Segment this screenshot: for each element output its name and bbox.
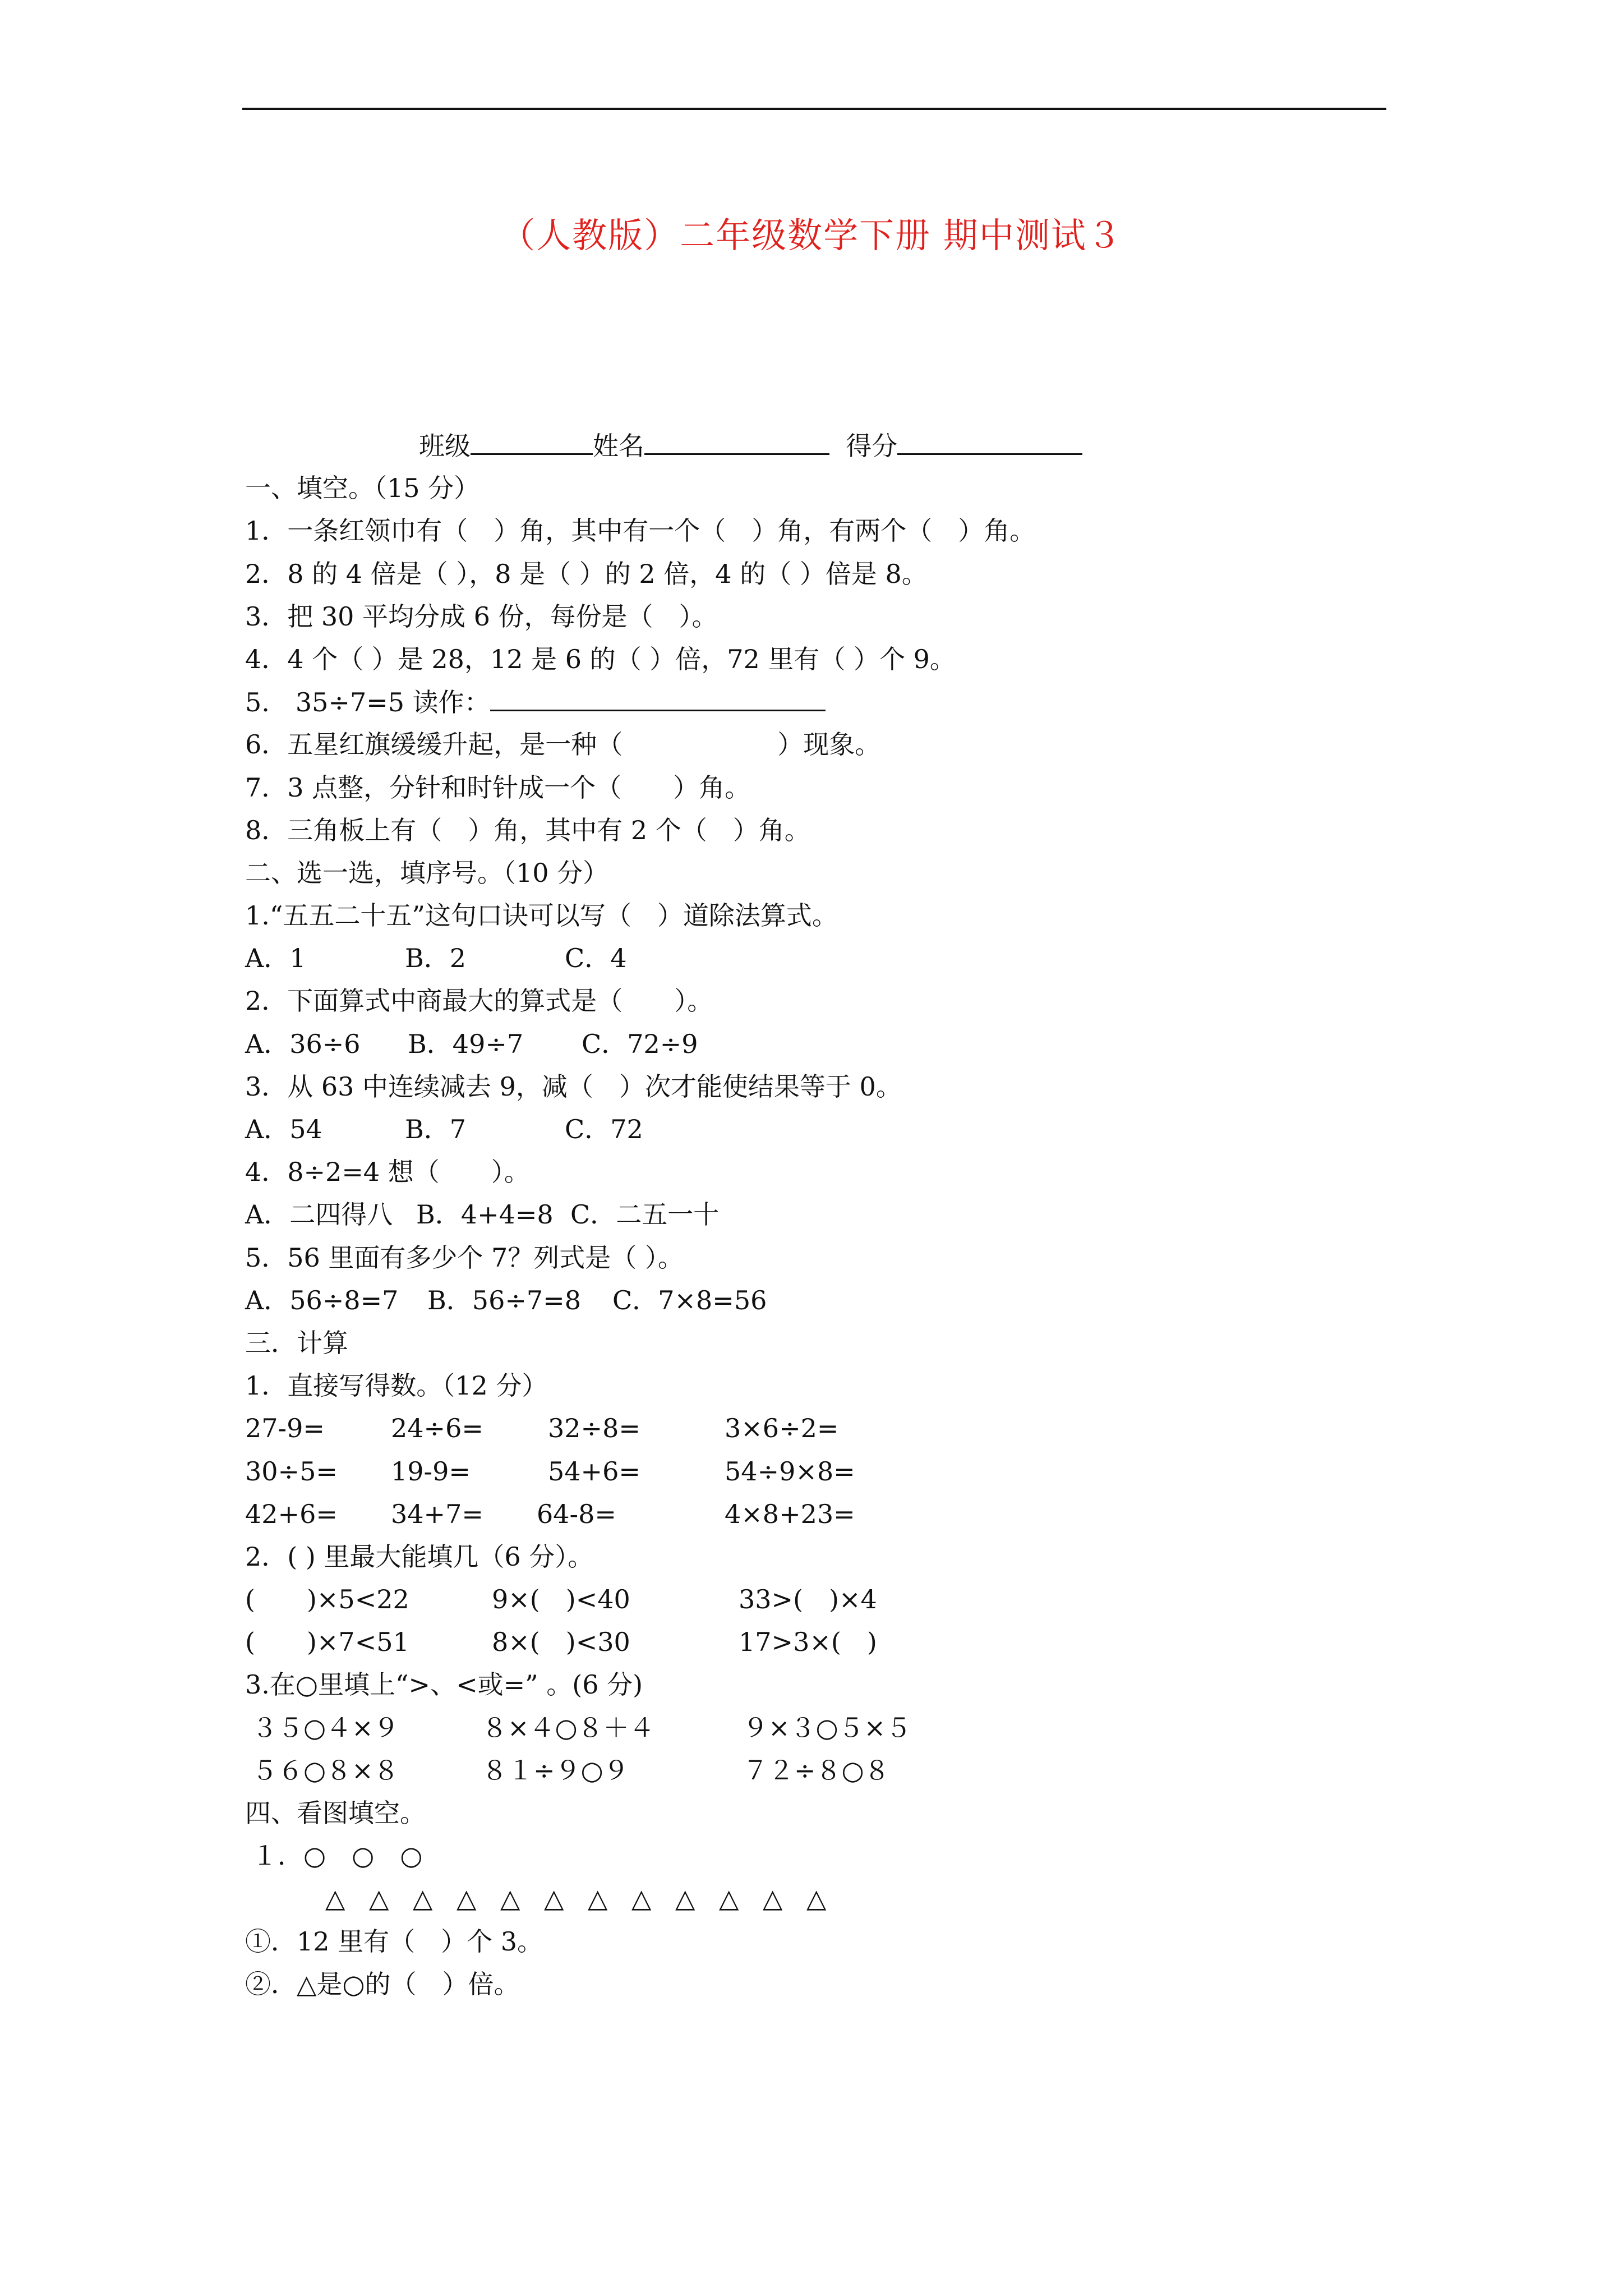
option-a: A．54 — [245, 1114, 322, 1144]
s2-q3-options — [245, 1108, 1423, 1151]
option-b: B．4+4=8 — [416, 1199, 554, 1230]
fill-item: ( )×5<22 — [245, 1584, 409, 1615]
s2-q2: 2．下面算式中商最大的算式是（ ）。 — [245, 986, 713, 1016]
class-blank — [471, 424, 593, 455]
calc-item: 34+7= — [391, 1498, 483, 1529]
s1-q3: 3．把 30 平均分成 6 份，每份是（ ）。 — [245, 601, 718, 632]
name-label: 姓名 — [593, 431, 644, 461]
fill-item: ( )×7<51 — [245, 1627, 409, 1658]
top-rule — [242, 108, 1386, 110]
section4-heading: 四、看图填空。 — [245, 1798, 426, 1828]
s1-q2: 2．8 的 4 倍是（ ），8 是（ ）的 2 倍，4 的（ ）倍是 8。 — [245, 558, 928, 589]
calc-row — [245, 1493, 1423, 1535]
option-b: B．2 — [405, 943, 467, 974]
s1-q5-blank — [490, 680, 826, 711]
s4-q2: ②．△是○的（ ）倍。 — [245, 1968, 520, 1999]
s1-q7: 7．3 点整，分针和时针成一个（ ）角。 — [245, 772, 751, 803]
calc-row — [245, 1450, 1423, 1493]
section1-heading: 一、填空。（15 分） — [245, 473, 480, 504]
s2-q1-options — [245, 937, 1423, 979]
option-a: A．36÷6 — [245, 1028, 361, 1059]
section3-heading: 三．计算 — [245, 1327, 348, 1358]
calc-item: 54+6= — [548, 1456, 640, 1487]
option-c: C．7×8=56 — [612, 1285, 767, 1315]
option-a: A．1 — [245, 943, 306, 974]
s1-q8: 8．三角板上有（ ）角，其中有 2 个（ ）角。 — [245, 815, 810, 845]
fill-row — [245, 1621, 1423, 1663]
option-c: C．二五一十 — [570, 1199, 720, 1230]
score-blank — [897, 424, 1082, 455]
compare-item: ８×４○８＋４ — [482, 1712, 655, 1743]
s4-q1: ①．12 里有（ ）个 3。 — [245, 1926, 543, 1957]
s2-q5: 5．56 里面有多少个 7？列式是（ ）。 — [245, 1242, 684, 1273]
compare-item: ９×３○５×５ — [743, 1712, 912, 1743]
calc-item: 30÷5= — [245, 1456, 338, 1487]
option-b: B．56÷7=8 — [427, 1285, 581, 1315]
s1-q1: 1．一条红领巾有（ ）角，其中有一个（ ）角，有两个（ ）角。 — [245, 516, 1036, 546]
s1-q5: 5. 35÷7=5 读作： — [245, 687, 490, 718]
s2-q5-options — [245, 1279, 1423, 1322]
score-label: 得分 — [846, 431, 898, 461]
option-b: B．49÷7 — [408, 1028, 524, 1059]
calc-item: 32÷8= — [548, 1413, 640, 1444]
compare-item: ８１÷９○９ — [482, 1755, 629, 1786]
fill-row — [245, 1578, 1423, 1621]
s1-q6: 6．五星红旗缓缓升起，是一种（ ）现象。 — [245, 729, 881, 760]
s1-q5-line — [245, 680, 1423, 723]
page-title: （人教版）二年级数学下册 期中测试３ — [500, 215, 1123, 256]
compare-row — [245, 1749, 1423, 1792]
compare-item: ３５○４×９ — [252, 1712, 399, 1743]
option-a: A．56÷8=7 — [245, 1285, 399, 1315]
calc-row — [245, 1407, 1423, 1450]
s2-q2-options — [245, 1023, 1423, 1065]
fill-item: 9×( )<40 — [492, 1584, 630, 1615]
calc-item: 24÷6= — [391, 1413, 483, 1444]
calc-item: 64-8= — [537, 1498, 616, 1529]
s3-p3: 3.在○里填上“>、<或=” 。(6 分) — [245, 1669, 643, 1700]
calc-item: 27-9= — [245, 1413, 325, 1444]
s3-p1: 1．直接写得数。（12 分） — [245, 1370, 548, 1401]
option-c: C．72 — [565, 1114, 643, 1144]
student-info-line — [245, 424, 1423, 467]
s2-q4-options — [245, 1193, 1423, 1236]
s2-q4: 4．8÷2=4 想（ ）。 — [245, 1157, 530, 1188]
class-label: 班级 — [419, 431, 471, 461]
calc-item: 54÷9×8= — [725, 1456, 855, 1487]
calc-item: 3×6÷2= — [725, 1413, 839, 1444]
triangles-row: △ △ △ △ △ △ △ △ △ △ △ △ — [325, 1883, 834, 1914]
worksheet-body — [245, 424, 1423, 2005]
fill-item: 33>( )×4 — [739, 1584, 877, 1615]
option-b: B．7 — [405, 1114, 467, 1144]
option-c: C．72÷9 — [582, 1028, 698, 1059]
s2-q3: 3．从 63 中连续减去 9，减（ ）次才能使结果等于 0。 — [245, 1071, 902, 1102]
s1-q4: 4．4 个（ ）是 28，12 是 6 的（ ）倍，72 里有（ ）个 9。 — [245, 643, 956, 674]
s2-q1: 1.“五五二十五”这句口诀可以写（ ）道除法算式。 — [245, 900, 838, 931]
calc-item: 42+6= — [245, 1498, 338, 1529]
option-a: A．二四得八 — [245, 1199, 393, 1230]
compare-item: ５６○８×８ — [252, 1755, 399, 1786]
name-blank — [644, 424, 829, 455]
fill-item: 8×( )<30 — [492, 1627, 630, 1658]
s3-p2: 2．( ) 里最大能填几（6 分）。 — [245, 1541, 594, 1572]
calc-item: 4×8+23= — [725, 1498, 855, 1529]
circles-row: １．○ ○ ○ — [252, 1841, 423, 1871]
compare-row — [245, 1706, 1423, 1749]
section2-heading: 二、选一选，填序号。（10 分） — [245, 857, 609, 888]
calc-item: 19-9= — [391, 1456, 471, 1487]
fill-item: 17>3×( ) — [739, 1627, 877, 1658]
compare-item: ７２÷８○８ — [743, 1755, 890, 1786]
option-c: C．4 — [565, 943, 627, 974]
